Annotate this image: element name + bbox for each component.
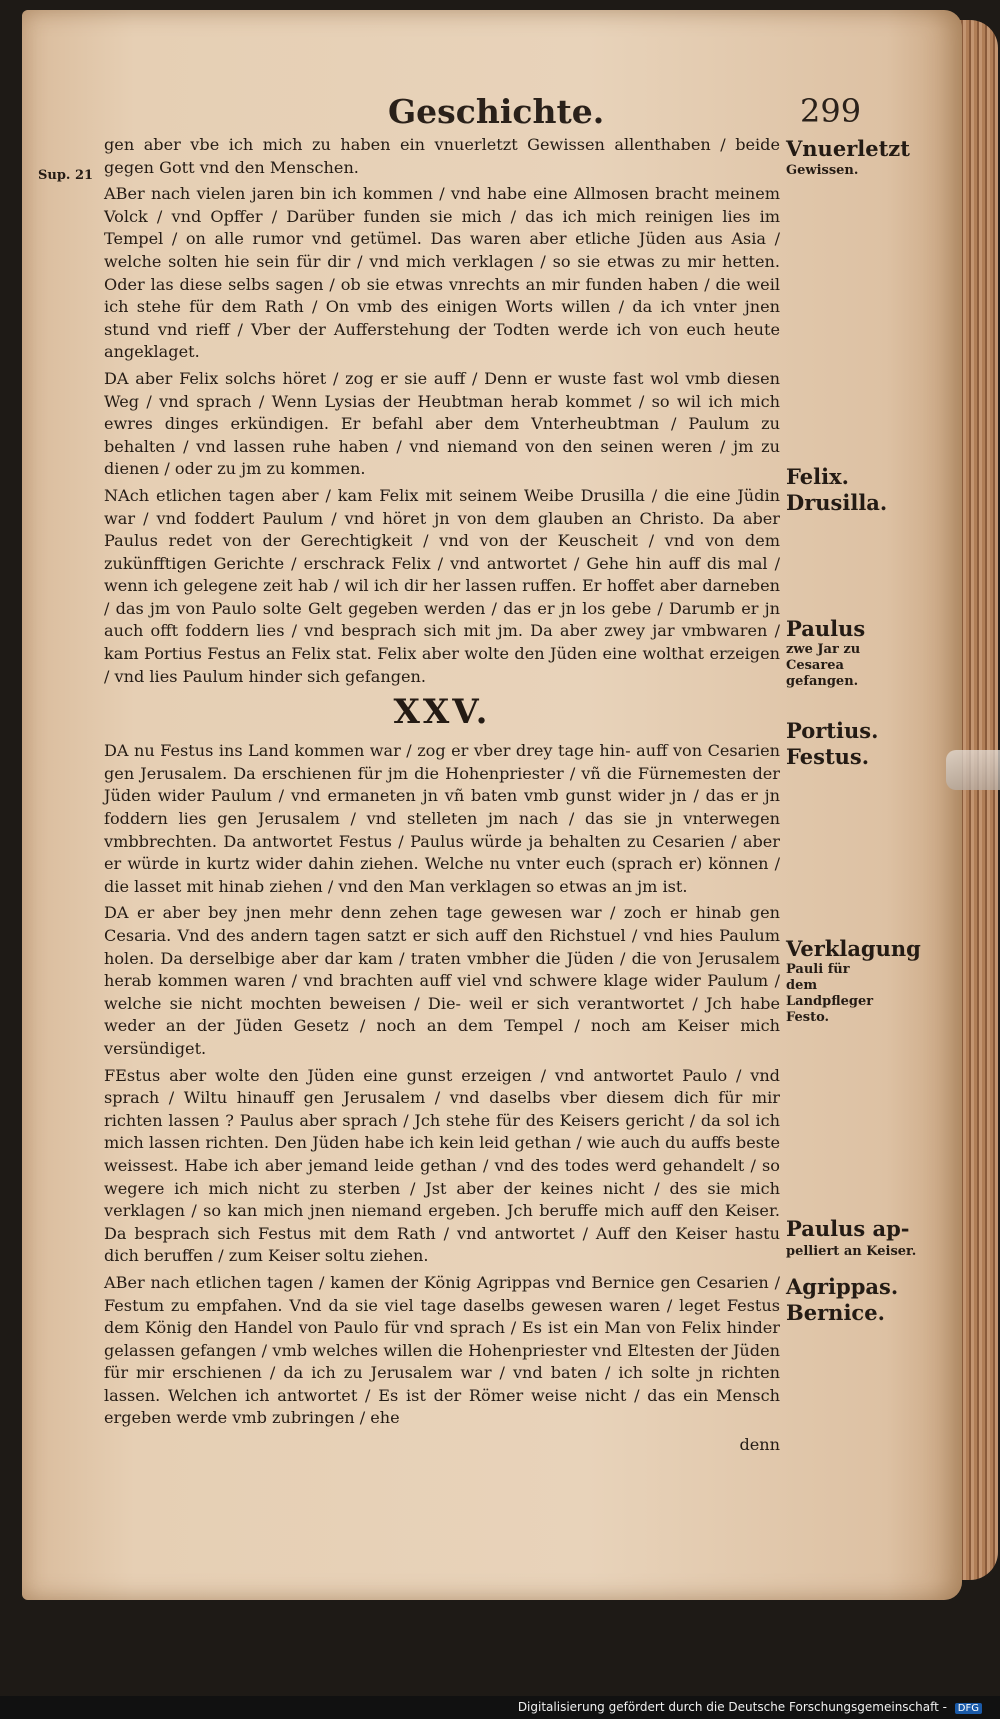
running-head: Geschichte.	[388, 92, 605, 131]
page-clasp	[946, 750, 1000, 790]
margin-note: Paulus ap-	[786, 1216, 910, 1241]
text-paragraph: FEstus aber wolte den Jüden eine gunst erzeigen / vnd antwortet Paulo / vnd sprach / Wiltu hinauff gen Jerusalem / vnd daselbs vber diesem dich für mir richten lassen ? Paulus aber sprach / Jch stehe für des Keisers gericht / da sol ich mich lassen richten. Den Jüden habe ich kein leid gethan / wie auch du auffs beste weissest. Habe ich aber jemand leide gethan / vnd des todes werd gehandelt / so wegere ich mich nicht zu sterben / Jst aber der keines nicht / des sie mich verklagen / so kan mich jnen niemand ergeben. Jch beruffe mich auff den Keiser. Da besprach sich Festus mit dem Rath / vnd antwortet / Auff den Keiser hastu dich beruffen / zum Keiser soltu ziehen.	[104, 1065, 780, 1266]
text-paragraph: DA aber Felix solchs höret / zog er sie auff / Denn er wuste fast wol vmb diesen Weg / vnd sprach / Wenn Lysias der Heubtman herab kommet / so wil ich mich ewres dinges erkündigen. Er befahl aber dem Vnterheubtman / Paulum zu behalten / vnd lassen ruhe haben / vnd niemand von den seinen weren / jm zu dienen / oder zu jm zu kommen.	[104, 368, 780, 479]
margin-note: Felix.	[786, 464, 849, 489]
margin-note: Verklagung	[786, 936, 921, 961]
margin-note: Festus.	[786, 744, 870, 769]
text-paragraph: DA nu Festus ins Land kommen war / zog er vber drey tage hin- auff von Cesarien gen Jerusalem. Da erschienen für jm die Hohenpriester / vñ die Fürnemesten der Jüden wider Paulum / vnd ermaneten jn vñ baten vmb gunst wider jn / das er jn foddern lies gen Jerusalem / vnd stelleten jm nach / das sie jn vnterwegen vmbbrechten. Da antwortet Festus / Paulus würde ja behalten zu Cesarien / aber er würde in kurtz wider dahin ziehen. Welche nu vnter euch (sprach er) können / die lasset mit hinab ziehen / vnd den Man verklagen so etwas an jm ist.	[104, 741, 780, 896]
text-paragraph: DA er aber bey jnen mehr denn zehen tage gewesen war / zoch er hinab gen Cesaria. Vnd des andern tagen satzt er sich auff den Richstuel / vnd hies Paulum holen. Da derselbige aber dar kam / traten vmbher die Jüden / die von Jerusalem herab kommen waren / vnd brachten auff viel vnd schwere klage wider Paulum / welche sie nicht mochten beweisen / Die- weil er sich verantwortet / Jch habe weder an der Jüden Gesetz / noch an dem Tempel / noch am Keiser mich versündiget.	[104, 903, 780, 1058]
text-paragraph: ABer nach vielen jaren bin ich kommen / vnd habe eine Allmosen bracht meinem Volck / vnd Opffer / Darüber funden sie mich / das ich mich reinigen lies im Tempel / on alle rumor vnd getümel. Das waren aber etliche Jüden aus Asia / welche solten hie sein für dir / vnd mich verklagen / so sie etwas zu mir hetten. Oder las diese selbs sagen / ob sie etwas vnrechts an mir funden haben / die weil ich stehe für dem Rath / On vmb des einigen Worts willen / da ich vnter jnen stund vnd rieff / Vber der Aufferstehung der Todten werde ich von euch heute angeklaget.	[104, 184, 780, 362]
text-paragraph: NAch etlichen tagen aber / kam Felix mit seinem Weibe Drusilla / die eine Jüdin war / vnd foddert Paulum / vnd höret jn von dem glauben an Christo. Da aber Paulus redet von der Gerechtigkeit / vnd von der Keuscheit / vnd von dem zukünfftigen Gerichte / erschrack Felix / vnd antwortet / Gehe hin auff dis mal / wenn ich gelegene zeit hab / wil ich dir her lassen ruffen. Er hoffet aber darneben / das jm von Paulo solte Gelt gegeben werden / das er jn los gebe / Darumb er jn auch offt foddern lies / vnd besprach sich mit jm. Da aber zwey jar vmbwaren / kam Portius Festus an Felix stat. Felix aber wolte den Jüden eine wolthat erzeigen / vnd lies Paulum hinder sich gefangen.	[104, 485, 780, 686]
margin-note: Paulus	[786, 616, 866, 641]
main-text-column	[104, 134, 780, 1457]
dfg-logo: DFG	[955, 1703, 982, 1714]
margin-note: Pauli für dem Landpfleger Festo.	[786, 962, 874, 1025]
page-number: 299	[800, 92, 862, 130]
catchword: denn	[739, 1435, 780, 1455]
footer-credit	[518, 1700, 982, 1714]
margin-note: pelliert an Keiser.	[786, 1244, 917, 1259]
margin-note: Bernice.	[786, 1300, 885, 1325]
text-paragraph: ABer nach etlichen tagen / kamen der König Agrippas vnd Bernice gen Cesarien / Festum zu empfahen. Vnd da sie viel tage daselbs gewesen waren / leget Festus dem König den Handel von Paulo für vnd sprach / Es ist ein Man von Felix hinder gelassen gefangen / vmb welches willen die Hohenpriester vnd Eltesten der Jüden für mir erschienen / da ich zu Jerusalem war / vnd baten / ich solte jn richten lassen. Welchen ich antwortet / Es ist der Römer weise nicht / das ein Mensch ergeben werde vmb zubringen / ehe	[104, 1272, 780, 1428]
margin-note: Drusilla.	[786, 490, 888, 515]
chapter-heading: XXV.	[393, 692, 491, 733]
margin-note: Portius.	[786, 718, 879, 743]
margin-note: Gewissen.	[786, 163, 859, 178]
margin-note: Agrippas.	[786, 1274, 899, 1299]
left-margin-reference: Sup. 21	[38, 168, 94, 183]
margin-note: Vnuerletzt	[786, 136, 910, 161]
text-paragraph: gen aber vbe ich mich zu haben ein vnuerletzt Gewissen allenthaben / beide gegen Gott vnd den Menschen.	[104, 135, 780, 177]
footer-credit-text: Digitalisierung gefördert durch die Deutsche Forschungsgemeinschaft -	[517, 1700, 947, 1714]
margin-note: zwe Jar zu Cesarea gefangen.	[786, 642, 861, 689]
